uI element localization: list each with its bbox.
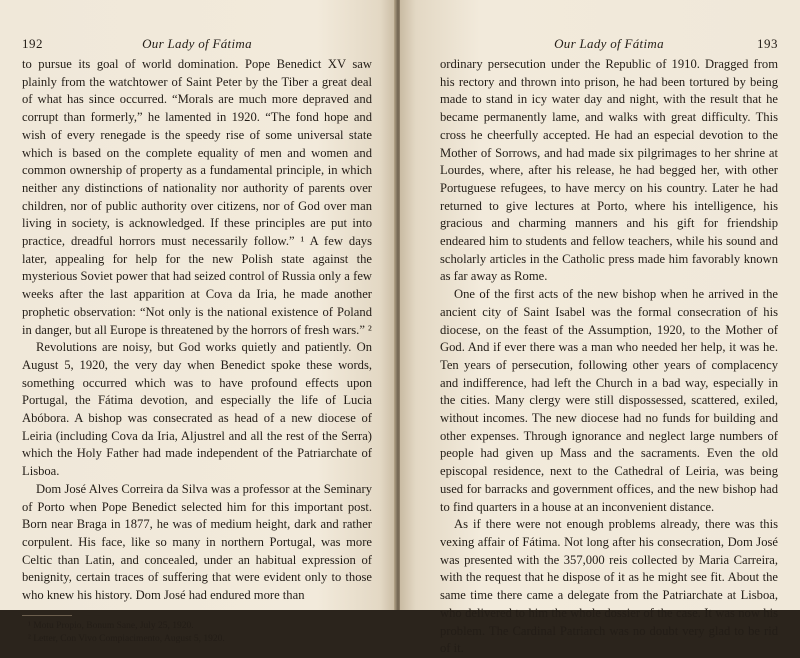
paragraph: Dom José Alves Correira da Silva was a professor at the Seminary of Porto when Pope Benedict selected him for this important post. Born near Braga in 1877, he was of medium height, dark and rather corpulent. His face, like so many in northern Portugal, was more Celtic than Latin, and concealed, under an habitual expression of benignity, certain traces of suffering that were evident only to those who knew his history. Dom José had endured more than xyxy=(22,481,372,603)
footnote: ¹ Motu Propio, Bonum Sane, July 25, 1920. xyxy=(28,620,194,631)
left-page xyxy=(0,0,396,644)
page-number: 193 xyxy=(757,36,778,51)
paragraph: Revolutions are noisy, but God works quietly and patiently. On August 5, 1920, the very day when Benedict spoke these words, something occurred which was to have profound effects upon Portugal, the Fátima devotion, and especially the life of Lucia Abóbora. A bishop was consecrated as head of a new diocese of Leiria (including Cova da Iria, Aljustrel and all the rest of the Serra) which the Holy Father had made independent of the Patriarchate of Lisboa. xyxy=(22,340,372,479)
running-title: Our Lady of Fátima xyxy=(554,36,664,51)
paragraph: ordinary persecution under the Republic of 1910. Dragged from his rectory and thrown into prison, he had been tortured by being made to stand in icy water day and night, with the result that he became permanently lame, and walks with great difficulty. This cross he cheerfully accepted. He had an especial devotion to the Mother of Sorrows, and had made six pilgrimages to her shrine at Lourdes, where, after his release, he had begged her, with other Portuguese refugees, to have mercy on his country. Later he had returned to give lectures at Porto, where his intelligence, his gracious and charming manners and his gift for friendship endeared him to students and fellow teachers, while his sound and scholarly articles in the Catholic press made him favorably known as far away as Rome. xyxy=(440,57,778,284)
paragraph: to pursue its goal of world domination. Pope Benedict XV saw plainly from the watchtower of Saint Peter by the Tiber a great deal of what has since occurred. “Morals are much more depraved and corrupt than formerly,” he lamented in 1920. “The fond hope and wish of every renegade is the speedy rise of some universal state which is based on the complete equality of men and women and common ownership of property as a fundamental principle, in which neither any distinctions of nationality nor authority of parents over children, nor of public authority over citizens, nor of God over man living in society, is acknowledged. If these principles are put into practice, dreadful horrors must necessarily follow.” ¹ A few days later, appealing for help for the new Polish state against the mysterious Soviet power that had seized control of Russia only a few weeks after the last apparition at Cova da Iria, he made another prophetic observation: “Not only is the national existence of Poland in danger, but all Europe is threatened by the horrors of fresh wars.” ² xyxy=(22,57,372,337)
footnote-rule xyxy=(22,615,72,616)
right-page-header xyxy=(440,36,778,56)
running-title: Our Lady of Fátima xyxy=(142,36,252,51)
footnotes xyxy=(22,620,372,646)
paragraph: As if there were not enough problems already, there was this vexing affair of Fátima. Not long after his consecration, Dom José was presented with the 357,000 reis collected by Maria Carreira, with the request that he dispose of it as he might see fit. About the same time there came a delegate from the Patriarchate at Lisboa, who delivered to him the whole dossier of the case. It was now his problem. The Cardinal Patriarch was no doubt very glad to be rid of it. xyxy=(440,517,778,656)
paragraph: One of the first acts of the new bishop when he arrived in the ancient city of Saint Isabel was the formal consecration of his diocese, on the feast of the Assumption, 1920, to the Mother of God. And if ever there was a man who needed her help, it was he. Ten years of persecution, following other years of complacency and indifference, had left the Church in a bad way, especially in the cities. Many clergy were still dispossessed, scattered, exiled, without incomes. The new diocese had no funds for building and other expenses. Through ignorance and neglect large numbers of people had given up Mass and the sacraments. Even the old episcopal residence, next to the Cathedral of Leiria, was being used for barracks and government offices, and the new bishop had to find quarters in a house at an inconvenient distance. xyxy=(440,287,778,514)
right-page xyxy=(400,0,800,656)
right-page-body xyxy=(440,56,778,658)
left-page-body xyxy=(22,56,372,605)
page-number: 192 xyxy=(22,36,43,51)
footnote: ² Letter, Con Vivo Compiacimento, August 5, 1920. xyxy=(28,633,225,644)
left-page-header xyxy=(22,36,372,56)
